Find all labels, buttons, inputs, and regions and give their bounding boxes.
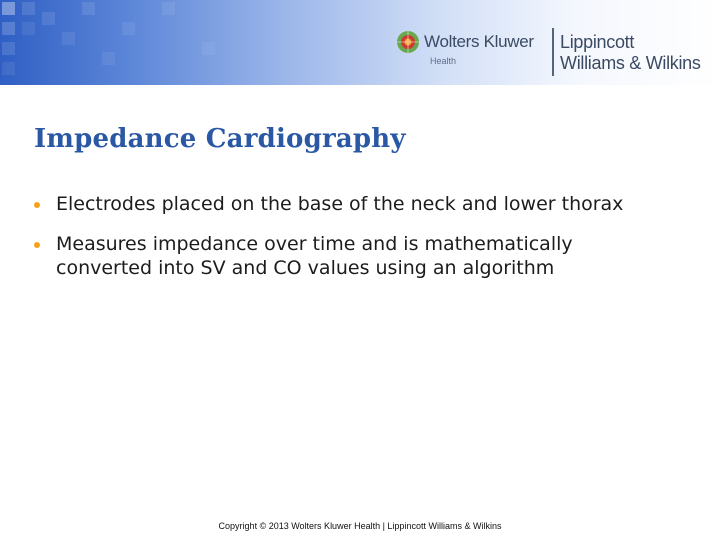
bullet-item: [34, 232, 674, 280]
bullet-item: [34, 192, 674, 216]
bullet-list: [34, 192, 674, 296]
logo-division-name: Health: [430, 56, 457, 66]
header-band: [0, 0, 720, 85]
publisher-logo: [396, 24, 714, 80]
logo-imprint-line1: Lippincott: [560, 32, 635, 52]
copyright-footer: Copyright © 2013 Wolters Kluwer Health | Lippincott Williams & Wilkins: [218, 521, 502, 531]
bullet-text: Measures impedance over time and is mathematically converted into SV and CO values using an algorithm: [56, 233, 573, 279]
bullet-text: Electrodes placed on the base of the neck and lower thorax: [56, 193, 624, 215]
bullet-marker-icon: [34, 202, 40, 208]
globe-logo-icon: [396, 30, 420, 54]
slide-title: Impedance Cardiography: [34, 124, 406, 154]
logo-divider: [552, 28, 554, 76]
logo-company-name: Wolters Kluwer: [424, 32, 534, 51]
bullet-marker-icon: [34, 242, 40, 248]
logo-imprint-line2: Williams & Wilkins: [560, 53, 701, 73]
